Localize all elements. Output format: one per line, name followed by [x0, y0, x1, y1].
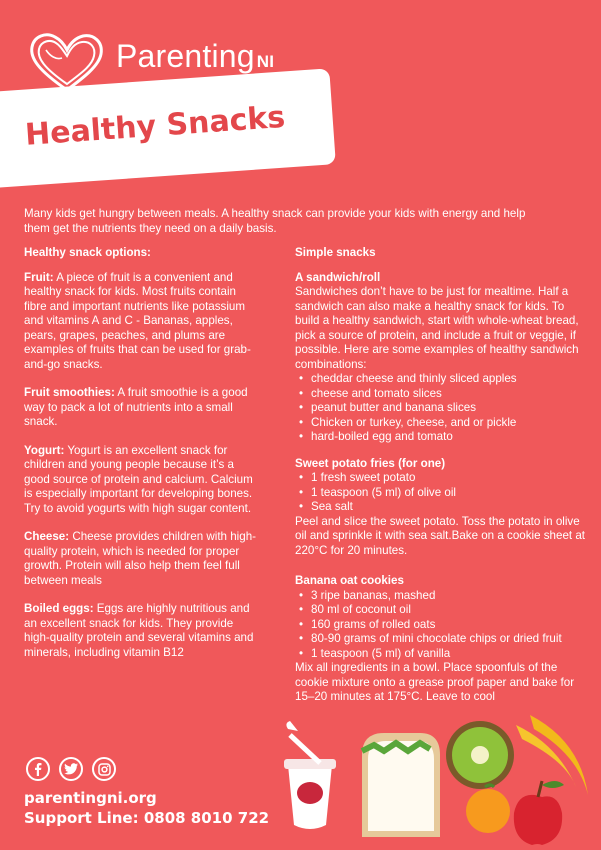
simple-snacks-column	[295, 246, 585, 713]
fries-list	[295, 471, 585, 515]
snack-yogurt: Yogurt: Yogurt is an excellent snack for children and young people because it’s a good source of protein and calcium. Calcium is especially important for developing bones. Try to avoid yogurts with high sugar content.	[24, 443, 253, 515]
list-item: • 1 teaspoon (5 ml) of olive oil	[295, 486, 585, 501]
cookies-list	[295, 589, 585, 662]
fries-text: Peel and slice the sweet potato. Toss the potato in olive oil and sprinkle it with sea salt.Bake on a cookie sheet at 220°C for 20 minutes.	[295, 514, 586, 557]
snack-boiled-eggs: Boiled eggs: Eggs are highly nutritious and an excellent snack for kids. They provide high-quality protein and several vitamins and minerals, including vitamin B12	[24, 602, 254, 659]
sandwich-title: A sandwich/roll	[295, 270, 381, 284]
yogurt-icon	[284, 721, 336, 829]
snack-fruit: Fruit: A piece of fruit is a convenient and healthy snack for kids. Most fruits contain fibre and important nutrients like potassium and vitamins A and C - Bananas, apples, pears, grapes, peaches, and plums are examples of fruits that can be used for grab-and-go snacks.	[24, 270, 251, 371]
snack-cheese: Cheese: Cheese provides children with high-quality protein, which is needed for proper growth. Protein will also help them feel full between meals	[24, 530, 256, 587]
list-item: • Chicken or turkey, cheese, and or pickle	[295, 416, 585, 431]
snack-options-column	[24, 246, 260, 674]
list-item: • peanut butter and banana slices	[295, 401, 585, 416]
list-item: • Sea salt	[295, 500, 585, 515]
social-links	[26, 757, 116, 781]
list-item: • 3 ripe bananas, mashed	[295, 589, 585, 604]
list-item: • 1 fresh sweet potato	[295, 471, 585, 486]
snack-illustration	[280, 715, 601, 850]
list-item: • 80-90 grams of mini chocolate chips or dried fruit	[295, 632, 585, 647]
brand-name: Parenting NI	[116, 38, 275, 74]
facebook-icon[interactable]	[26, 757, 50, 781]
twitter-icon[interactable]	[59, 757, 83, 781]
simple-snacks-heading: Simple snacks	[295, 246, 376, 259]
fries-section	[295, 457, 585, 559]
list-item: • hard-boiled egg and tomato	[295, 430, 585, 445]
cookies-text: Mix all ingredients in a bowl. Place spoonfuls of the cookie mixture onto a grease proof paper and bake for 15–20 minutes at 175°C. Leave to cool	[295, 661, 575, 703]
apple-icon	[514, 781, 564, 845]
cookies-title: Banana oat cookies	[295, 574, 404, 587]
sandwich-list	[295, 372, 585, 445]
instagram-icon[interactable]	[92, 757, 116, 781]
intro-text: Many kids get hungry between meals. A healthy snack can provide your kids with energy and help them get the nutrients they need on a daily basis.	[24, 207, 526, 235]
snack-smoothies: Fruit smoothies: A fruit smoothie is a good way to pack a lot of nutrients into a small snack.	[24, 386, 248, 428]
cookies-section	[295, 574, 585, 705]
page-title: Healthy Snacks	[24, 99, 287, 153]
list-item: • 80 ml of coconut oil	[295, 603, 585, 618]
website-link[interactable]: parentingni.org	[24, 789, 157, 807]
snack-options-heading: Healthy snack options:	[24, 246, 151, 259]
orange-icon	[466, 785, 510, 833]
support-line: Support Line: 0808 8010 722	[24, 809, 270, 827]
sandwich-icon	[362, 733, 440, 837]
sandwich-text: Sandwiches don’t have to be just for mealtime. Half a sandwich can also make a healthy snack for kids. To build a healthy sandwich, start with whole-wheat bread, pick a source of protein, and include a fruit or veggie, if possible. Here are some examples of healthy sandwich combinations:	[295, 285, 579, 371]
fries-title: Sweet potato fries (for one)	[295, 456, 446, 470]
list-item: • 160 grams of rolled oats	[295, 618, 585, 633]
kiwi-icon	[446, 721, 514, 789]
list-item: • cheese and tomato slices	[295, 387, 585, 402]
list-item: • 1 teaspoon (5 ml) of vanilla	[295, 647, 585, 662]
list-item: • cheddar cheese and thinly sliced apples	[295, 372, 585, 387]
sandwich-section	[295, 271, 585, 445]
